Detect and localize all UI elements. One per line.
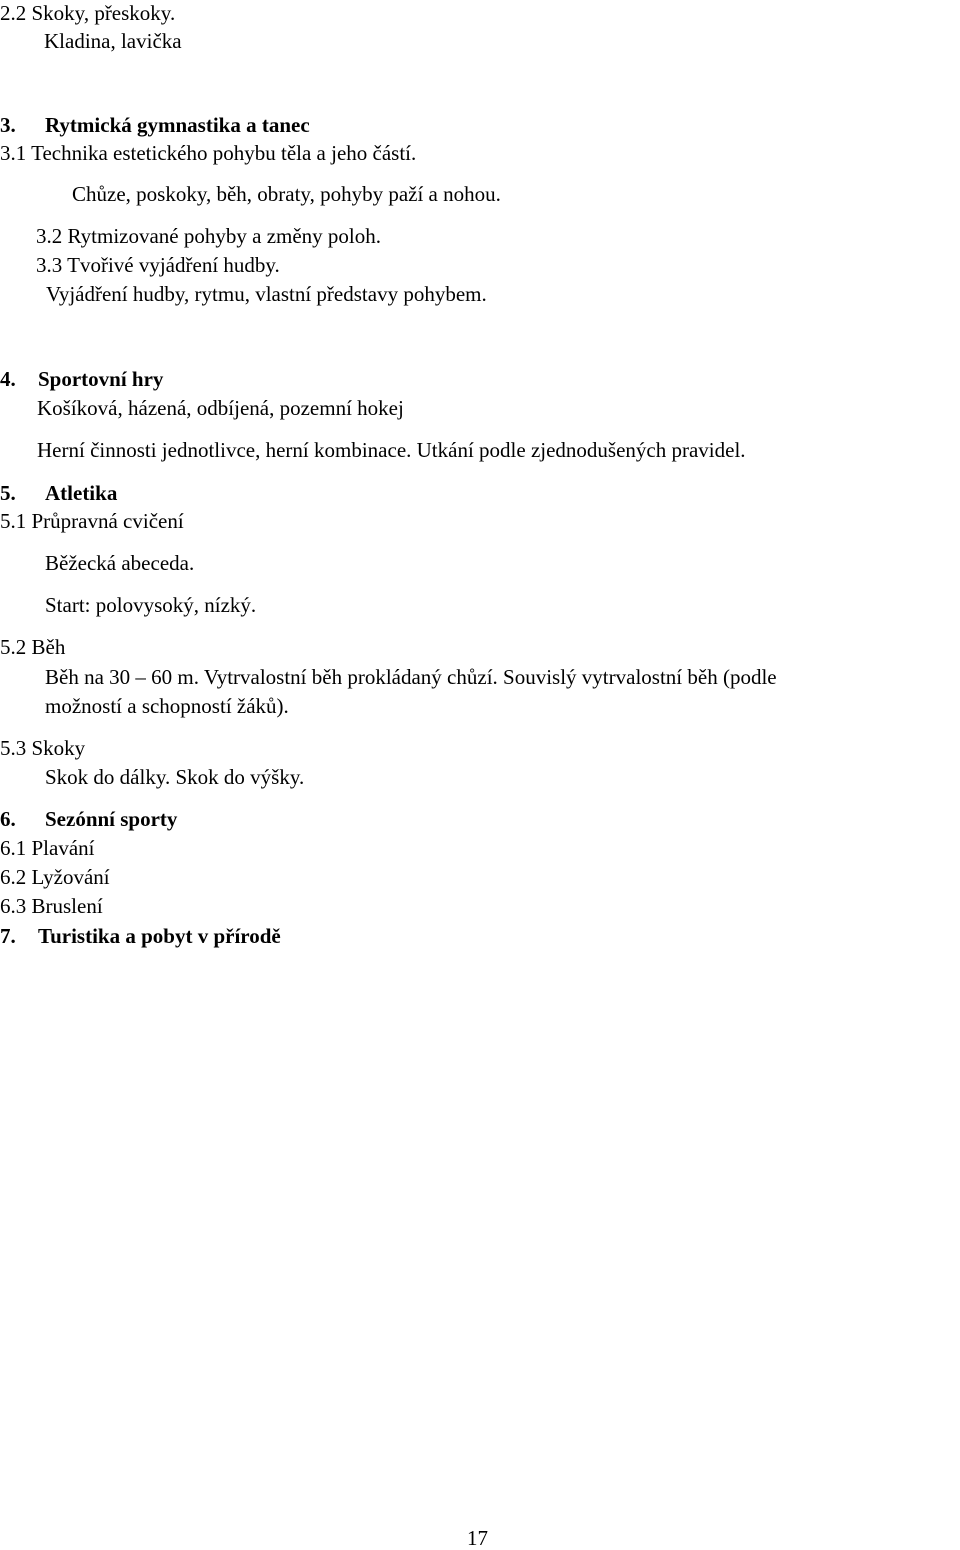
section-4-games: Košíková, házená, odbíjená, pozemní hokej <box>37 396 404 420</box>
item-5-1-detail-2: Start: polovysoký, nízký. <box>45 593 257 617</box>
item-6-1: 6.1 Plavání <box>0 836 95 860</box>
section-6-number: 6. <box>0 807 16 831</box>
item-6-2: 6.2 Lyžování <box>0 865 110 889</box>
section-7-number: 7. <box>0 924 16 948</box>
item-5-1-detail-1: Běžecká abeceda. <box>45 551 195 575</box>
section-5-title: Atletika <box>45 481 118 505</box>
item-5-3: 5.3 Skoky <box>0 736 86 760</box>
item-3-3-detail: Vyjádření hudby, rytmu, vlastní představy pohybem. <box>46 282 487 306</box>
section-5-number: 5. <box>0 481 16 505</box>
page-number: 17 <box>467 1526 488 1550</box>
item-2-2-detail: Kladina, lavička <box>44 29 182 53</box>
item-3-2: 3.2 Rytmizované pohyby a změny poloh. <box>36 224 382 248</box>
section-6-title: Sezónní sporty <box>45 807 178 831</box>
item-3-1-detail: Chůze, poskoky, běh, obraty, pohyby paží a nohou. <box>72 182 501 206</box>
item-3-1: 3.1 Technika estetického pohybu těla a jeho částí. <box>0 141 417 165</box>
section-4-title: Sportovní hry <box>38 367 164 391</box>
item-5-2-detail-2: možností a schopností žáků). <box>45 694 289 718</box>
section-7-title: Turistika a pobyt v přírodě <box>38 924 281 948</box>
section-3-title: Rytmická gymnastika a tanec <box>45 113 310 137</box>
item-3-3: 3.3 Tvořivé vyjádření hudby. <box>36 253 280 277</box>
item-5-1: 5.1 Průpravná cvičení <box>0 509 184 533</box>
item-5-2: 5.2 Běh <box>0 635 66 659</box>
item-5-2-detail-1: Běh na 30 – 60 m. Vytrvalostní běh prokládaný chůzí. Souvislý vytrvalostní běh (podle <box>45 665 777 689</box>
section-4-detail: Herní činnosti jednotlivce, herní kombinace. Utkání podle zjednodušených pravidel. <box>37 438 746 462</box>
item-5-3-detail: Skok do dálky. Skok do výšky. <box>45 765 305 789</box>
item-2-2: 2.2 Skoky, přeskoky. <box>0 1 176 25</box>
section-3-number: 3. <box>0 113 16 137</box>
item-6-3: 6.3 Bruslení <box>0 894 103 918</box>
section-4-number: 4. <box>0 367 16 391</box>
